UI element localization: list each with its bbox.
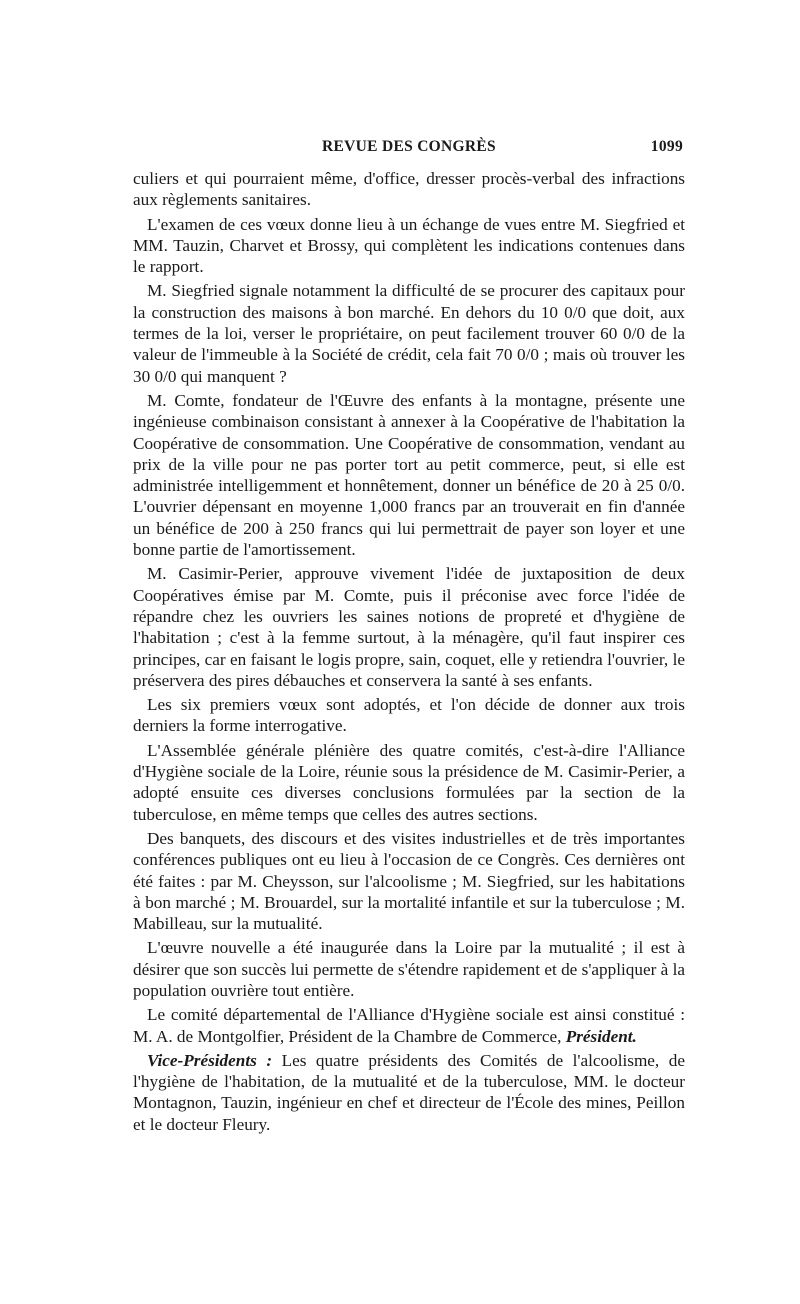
committee-paragraph <box>133 1004 685 1047</box>
paragraph: M. Siegfried signale notamment la difficulté de se procurer des capitaux pour la construction des maisons à bon marché. En dehors du 10 0/0 que doit, aux termes de la loi, verser le propriétaire, on peut facilement trouver 60 0/0 de la valeur de l'immeuble à la Société de crédit, cela fait 70 0/0 ; mais où trouver les 30 0/0 qui manquent ? <box>133 281 685 386</box>
president-label: Président. <box>565 1026 637 1046</box>
body-text <box>133 168 685 1135</box>
document-page <box>133 138 685 1138</box>
paragraph: M. Casimir-Perier, approuve vivement l'idée de juxtaposition de deux Coopératives émise par M. Comte, puis il préconise avec force l'idée de répandre chez les ouvriers les saines notions de propreté et d'hygiène de l'habitation ; c'est à la femme surtout, à la ménagère, qu'il faut inspirer ces principes, car en faisant le logis propre, sain, coquet, elle y retiendra l'ouvrier, le préservera des pires débauches et conservera la santé à ses enfants. <box>133 564 685 690</box>
vice-presidents-text: Les quatre présidents des Comités de l'alcoolisme, de l'hygiène de l'habitation, de la mutualité et de la tuberculose, MM. le docteur Montagnon, Tauzin, ingénieur en chef et directeur de l'École des mines, Peillon et le docteur Fleury. <box>133 1050 685 1134</box>
vice-presidents-label: Vice-Présidents : <box>147 1050 273 1070</box>
paragraph: M. Comte, fondateur de l'Œuvre des enfants à la montagne, présente une ingénieuse combinaison consistant à annexer à la Coopérative de l'habitation la Coopérative de consommation. Une Coopérative de consommation, vendant au prix de la ville pour ne pas porter tort au petit commerce, peut, si elle est administrée intelligemment et honnêtement, donner un bénéfice de 20 à 25 0/0. L'ouvrier dépensant en moyenne 1,000 francs par an trouverait en fin d'année un bénéfice de 200 à 250 francs qui lui permettrait de payer son loyer et une bonne partie de l'amortissement. <box>133 390 685 560</box>
committee-text: Le comité départemental de l'Alliance d'Hygiène sociale est ainsi constitué : M. A. de Montgolfier, Président de la Chambre de Commerce, <box>133 1005 685 1046</box>
paragraph: L'Assemblée générale plénière des quatre comités, c'est-à-dire l'Alliance d'Hygiène sociale de la Loire, réunie sous la présidence de M. Casimir-Perier, a adopté ensuite ces diverses conclusions formulées par la section de la tuberculose, en même temps que celles des autres sections. <box>133 740 685 824</box>
paragraph: L'examen de ces vœux donne lieu à un échange de vues entre M. Siegfried et MM. Tauzin, Charvet et Brossy, qui complètent les indications contenues dans le rapport. <box>133 214 685 277</box>
running-header <box>133 138 685 162</box>
vice-presidents-paragraph <box>133 1050 685 1135</box>
paragraph: L'œuvre nouvelle a été inaugurée dans la Loire par la mutualité ; il est à désirer que son succès lui permette de s'étendre rapidement et de s'appliquer à la population ouvrière tout entière. <box>133 938 685 1000</box>
paragraph: Les six premiers vœux sont adoptés, et l'on décide de donner aux trois derniers la forme interrogative. <box>133 695 685 736</box>
paragraph: Des banquets, des discours et des visites industrielles et de très importantes conférences publiques ont eu lieu à l'occasion de ce Congrès. Ces dernières ont été faites : par M. Cheysson, sur l'alcoolisme ; M. Siegfried, sur les habitations à bon marché ; M. Brouardel, sur la mortalité infantile et sur la tuberculose ; M. Mabilleau, sur la mutualité. <box>133 828 685 934</box>
running-title: REVUE DES CONGRÈS <box>322 138 496 155</box>
paragraph: culiers et qui pourraient même, d'office, dresser procès-verbal des infractions aux règlements sanitaires. <box>133 169 685 210</box>
page-number: 1099 <box>650 138 683 155</box>
